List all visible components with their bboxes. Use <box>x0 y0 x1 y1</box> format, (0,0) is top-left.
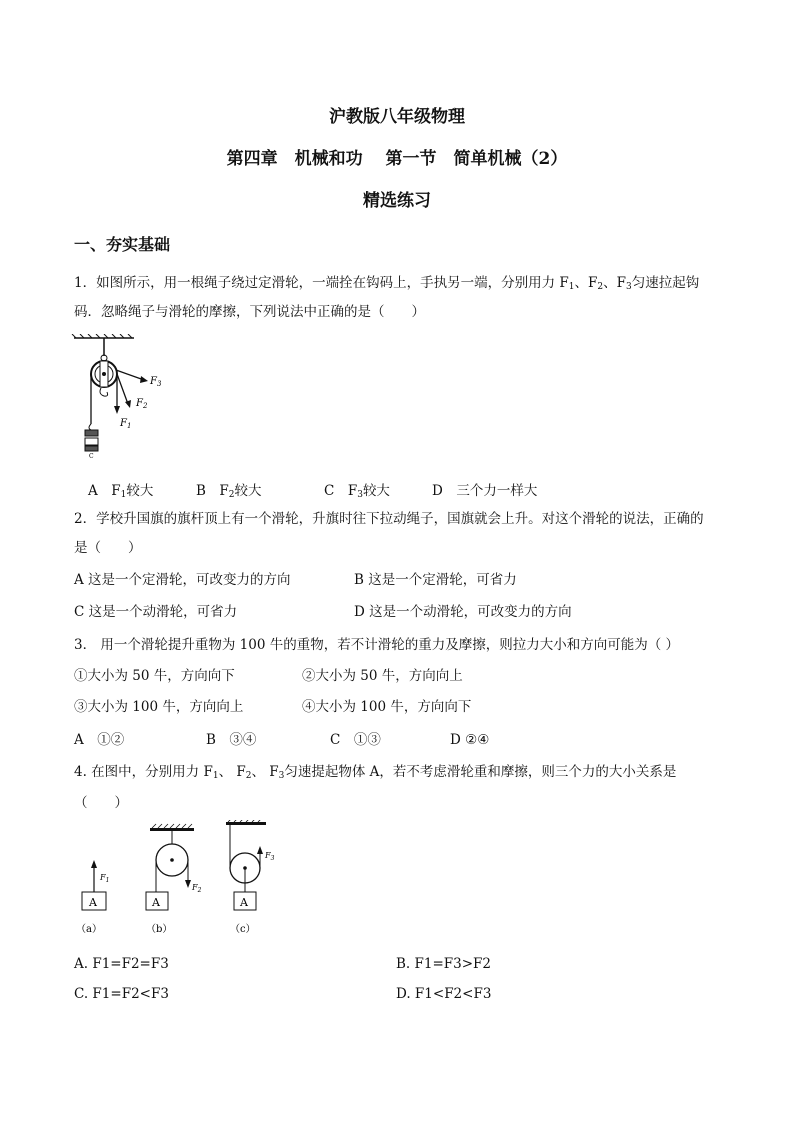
q4-stem-line1: 4. 在图中，分别用力 $F_1$、 $F_2$、 $F_3$匀速提起物体 A，若不考虑滑轮重和摩擦，则三个力的大小关系是 <box>74 764 677 781</box>
q4-force3-label: $F_3$ <box>265 851 275 862</box>
svg-text:A: A <box>152 896 160 909</box>
q3-choice-2: ②大小为 50 牛，方向向上 <box>302 668 463 684</box>
q1-hook-label: C <box>89 453 94 460</box>
exercise-title: 精选练习 <box>363 191 431 211</box>
q2-stem-line1: 2．学校升国旗的旗杆顶上有一个滑轮，升旗时往下拉动绳子，国旗就会上升。对这个滑轮的说法，正确的 <box>74 511 704 527</box>
q1-option-b: B $F_2$较大 <box>196 483 262 500</box>
q1-force1-label: $F_1$ <box>120 418 132 430</box>
q1-option-d: D 三个力一样大 <box>432 483 538 499</box>
q1-option-a: A $F_1$较大 <box>88 483 154 500</box>
q1-option-c: C $F_3$较大 <box>324 483 390 500</box>
q1-force2-label: $F_2$ <box>136 398 148 410</box>
q1-stem-line2: 码．忽略绳子与滑轮的摩擦，下列说法中正确的是（ ） <box>74 304 425 320</box>
q4-option-d: D. F1<F2<F3 <box>396 986 492 1002</box>
q4-caption-b: （b） <box>146 924 173 935</box>
q3-choice-1: ①大小为 50 牛，方向向下 <box>74 668 235 684</box>
q4-caption-c: （c） <box>230 924 256 935</box>
q4-option-c: C. F1=F2<F3 <box>74 986 169 1002</box>
q4-force1-label: $F_1$ <box>100 873 110 884</box>
q1-stem-line1: 1．如图所示，用一根绳子绕过定滑轮，一端拴在钩码上，手执另一端，分别用力 $F_1$、$F_2$、$F_3$匀速拉起钩 <box>74 275 700 292</box>
q2-stem-line2: 是（ ） <box>74 540 142 556</box>
q4-option-a: A. F1=F2=F3 <box>74 956 169 972</box>
q3-choice-3: ③大小为 100 牛，方向向上 <box>74 699 244 715</box>
q4-option-b: B. F1=F3>F2 <box>396 956 491 972</box>
q3-option-d: D ②④ <box>450 732 490 748</box>
q2-option-b: B 这是一个定滑轮，可省力 <box>354 572 517 588</box>
q4-force2-label: $F_2$ <box>192 883 202 894</box>
q4-stem-line2: （ ） <box>74 795 128 811</box>
q2-option-a: A 这是一个定滑轮，可改变力的方向 <box>74 572 291 588</box>
q4-pulley-figures <box>70 820 290 940</box>
q3-choice-4: ④大小为 100 牛，方向向下 <box>302 699 472 715</box>
q3-stem: 3． 用一个滑轮提升重物为 100 牛的重物，若不计滑轮的重力及摩擦，则拉力大小和方向可能为（ ） <box>74 637 680 653</box>
q1-pulley-figure <box>70 334 180 464</box>
svg-text:A: A <box>240 896 248 909</box>
q2-option-c: C 这是一个动滑轮，可省力 <box>74 604 238 620</box>
q4-caption-a: （a） <box>76 924 102 935</box>
section-title: 一、夯实基础 <box>74 235 171 254</box>
q3-option-b: B ③④ <box>206 732 257 748</box>
chapter-title: 第四章 机械和功 第一节 简单机械（2） <box>226 149 568 169</box>
q3-option-a: A ①② <box>74 732 125 748</box>
doc-title: 沪教版八年级物理 <box>329 107 465 127</box>
svg-text:A: A <box>89 896 97 909</box>
q2-option-d: D 这是一个动滑轮，可改变力的方向 <box>354 604 572 620</box>
q3-option-c: C ①③ <box>330 732 381 748</box>
q1-force3-label: $F_3$ <box>150 376 162 388</box>
